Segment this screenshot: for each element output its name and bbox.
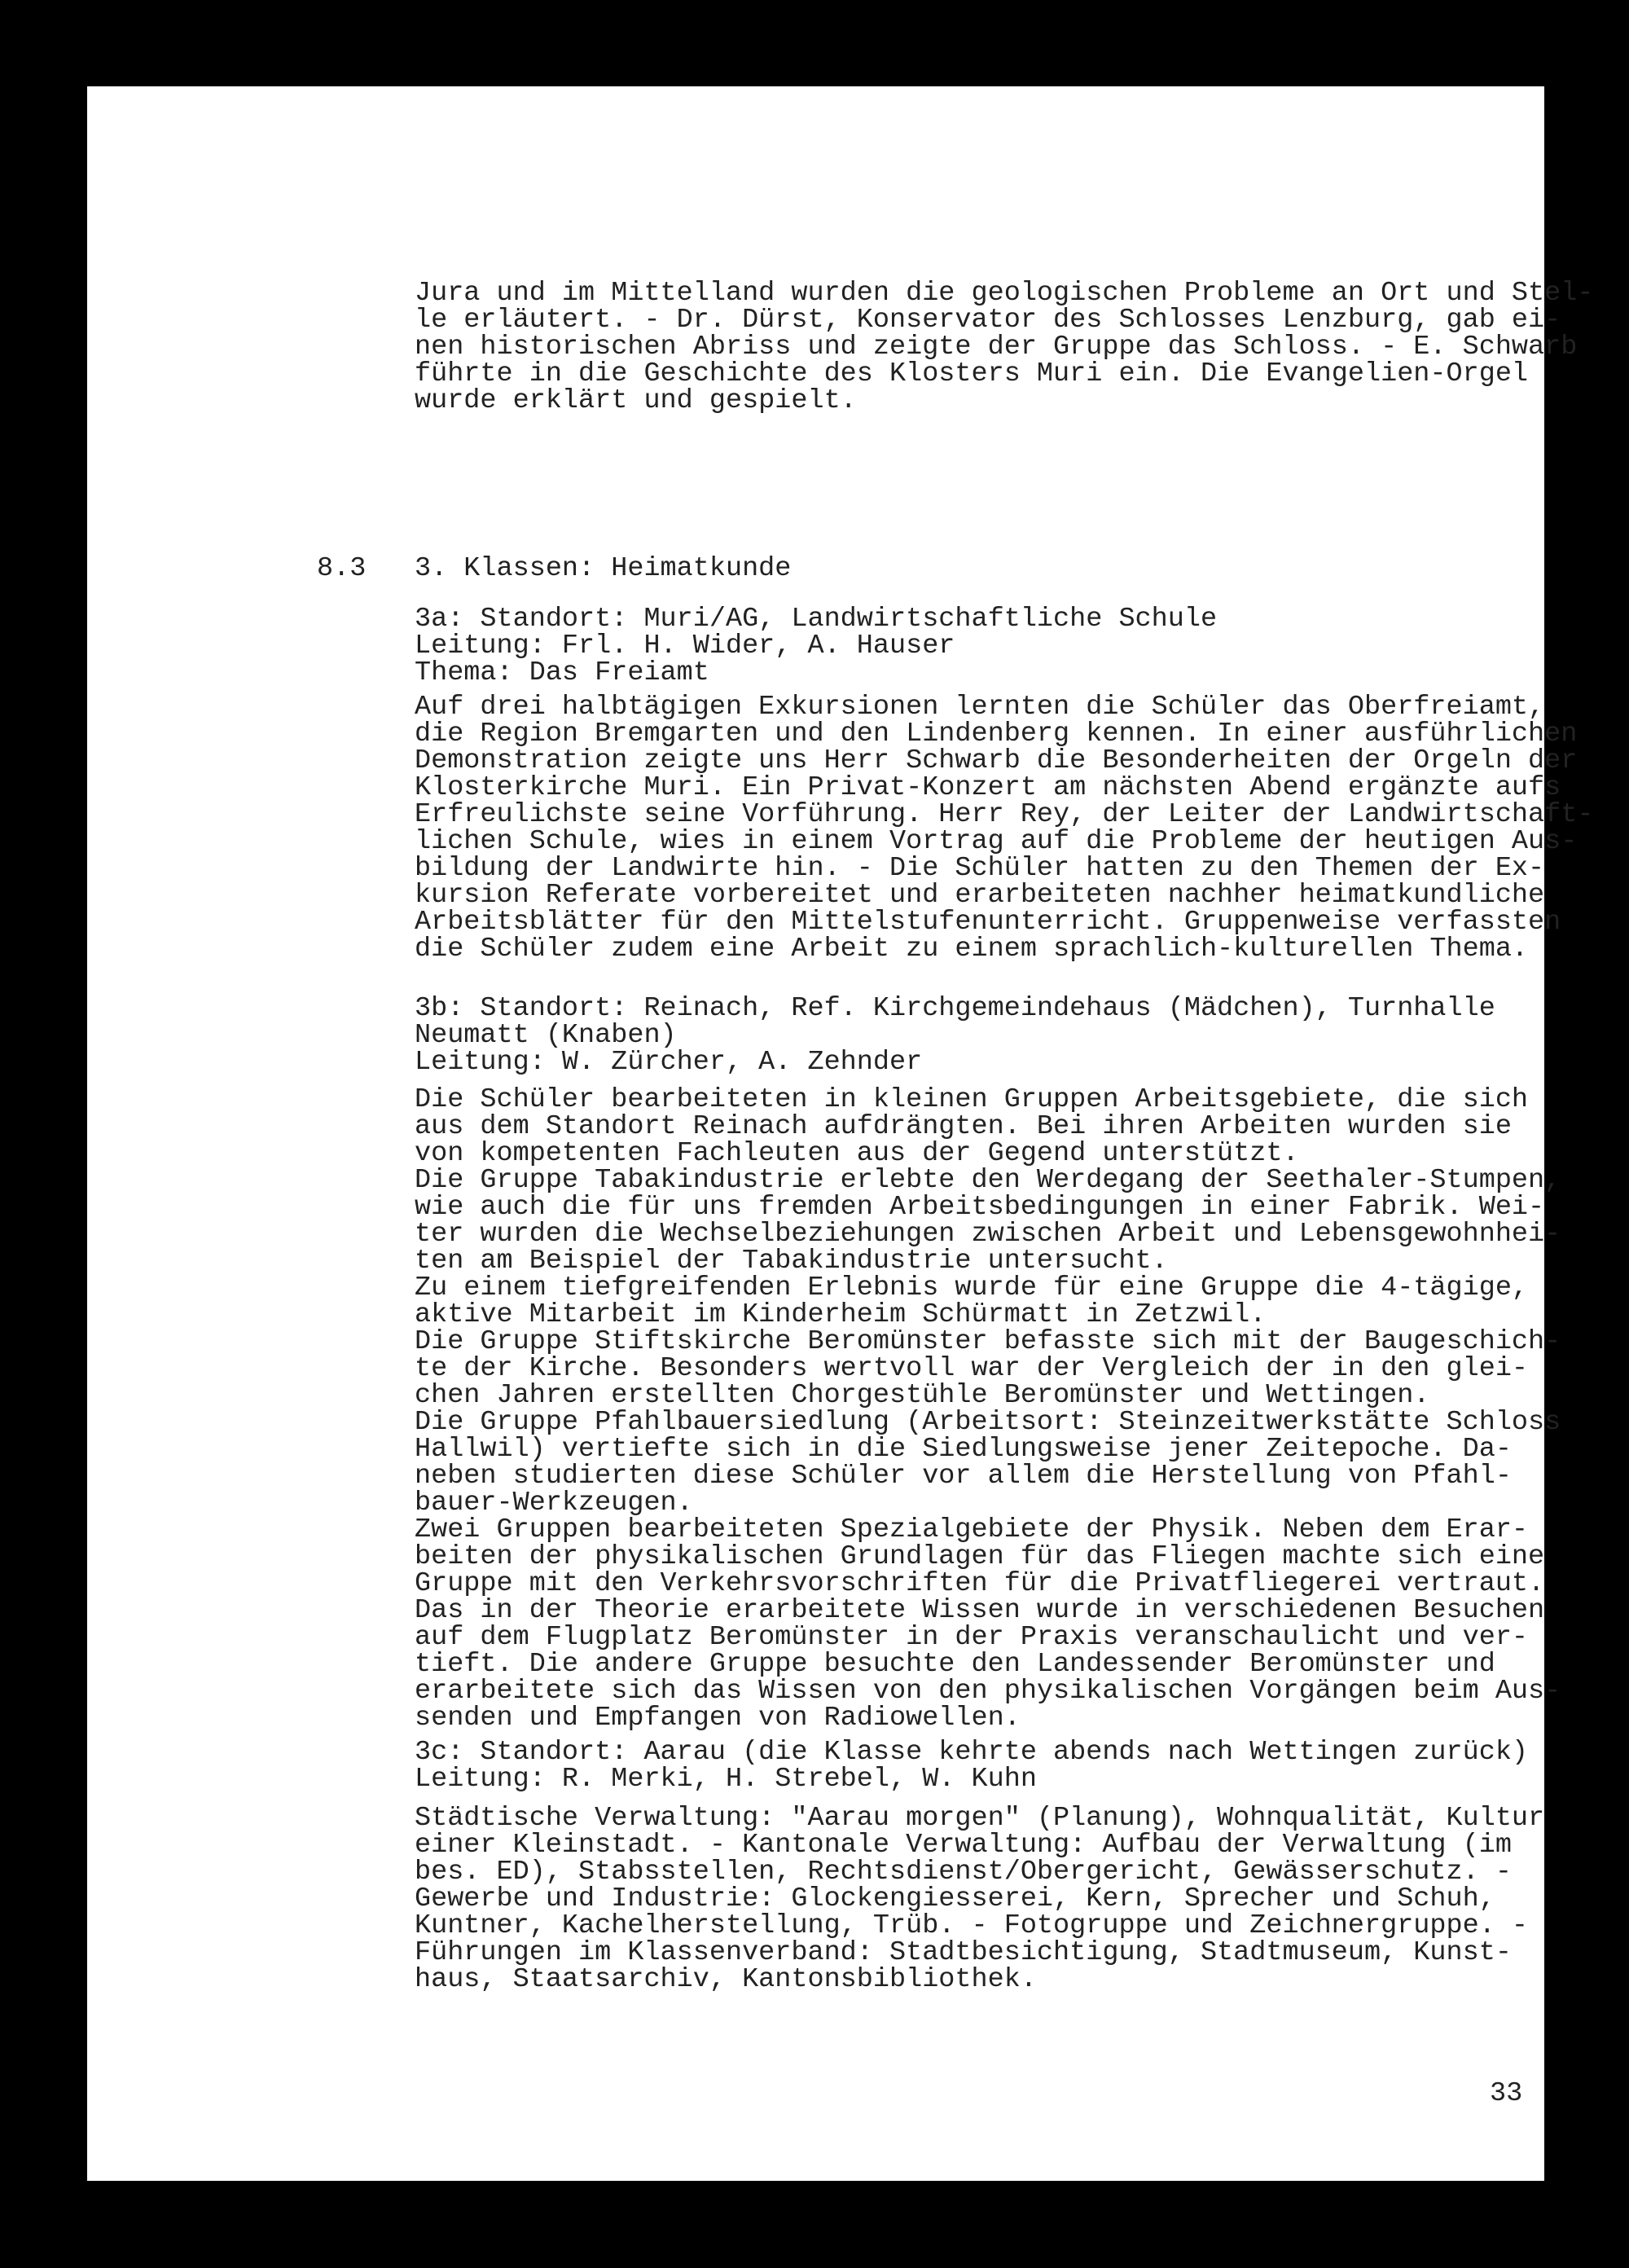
text-line: beiten der physikalischen Grundlagen für das Fliegen machte sich eine <box>415 1541 1545 1572</box>
class-3c-header <box>415 1739 1587 1793</box>
header-line: Leitung: R. Merki, H. Strebel, W. Kuhn <box>415 1764 1037 1795</box>
header-line: Leitung: Frl. H. Wider, A. Hauser <box>415 631 955 662</box>
text-line: Auf drei halbtägigen Exkursionen lernten die Schüler das Oberfreiamt, <box>415 692 1545 723</box>
text-line: Jura und im Mittelland wurden die geologischen Probleme an Ort und Stel- <box>415 278 1594 309</box>
text-line: te der Kirche. Besonders wertvoll war der Vergleich der in den glei- <box>415 1353 1529 1384</box>
document-page <box>87 86 1594 2181</box>
text-line: Kuntner, Kachelherstellung, Trüb. - Fotogruppe und Zeichnergruppe. - <box>415 1910 1529 1941</box>
section-title: 3. Klassen: Heimatkunde <box>415 553 792 584</box>
text-line: aus dem Standort Reinach aufdrängten. Bei ihren Arbeiten wurden sie <box>415 1111 1512 1142</box>
text-line: Demonstration zeigte uns Herr Schwarb die Besonderheiten der Orgeln der <box>415 745 1578 776</box>
text-line: Erfreulichste seine Vorführung. Herr Rey, der Leiter der Landwirtschaft- <box>415 799 1594 830</box>
class-3b-header <box>415 993 1587 1078</box>
text-line: aktive Mitarbeit im Kinderheim Schürmatt in Zetzwil. <box>415 1299 1267 1330</box>
section-heading <box>415 553 1587 584</box>
header-line: Neumatt (Knaben) <box>415 1020 677 1051</box>
header-line: 3b: Standort: Reinach, Ref. Kirchgemeindehaus (Mädchen), Turnhalle <box>415 993 1495 1024</box>
intro-paragraph <box>415 278 1594 416</box>
text-line: Arbeitsblätter für den Mittelstufenunterricht. Gruppenweise verfassten <box>415 907 1561 938</box>
text-line: Die Gruppe Tabakindustrie erlebte den Werdegang der Seethaler-Stumpen, <box>415 1165 1561 1196</box>
class-3a-header <box>415 606 1587 687</box>
text-line: Gewerbe und Industrie: Glockengiesserei, Kern, Sprecher und Schuh, <box>415 1883 1495 1914</box>
text-line: Zwei Gruppen bearbeiteten Spezialgebiete der Physik. Neben dem Erar- <box>415 1514 1529 1545</box>
text-line: ter wurden die Wechselbeziehungen zwischen Arbeit und Lebensgewohnhei- <box>415 1219 1561 1250</box>
text-line: tieft. Die andere Gruppe besuchte den Landessender Beromünster und <box>415 1649 1495 1680</box>
text-line: Hallwil) vertiefte sich in die Siedlungsweise jener Zeitepoche. Da- <box>415 1434 1512 1465</box>
text-line: auf dem Flugplatz Beromünster in der Praxis veranschaulicht und ver- <box>415 1622 1529 1653</box>
text-line: wie auch die für uns fremden Arbeitsbedingungen in einer Fabrik. Wei- <box>415 1192 1545 1223</box>
page-number: 33 <box>1490 2078 1523 2109</box>
text-line: lichen Schule, wies in einem Vortrag auf die Probleme der heutigen Aus- <box>415 826 1578 857</box>
text-line: Gruppe mit den Verkehrsvorschriften für die Privatfliegerei vertraut. <box>415 1568 1545 1599</box>
text-line: chen Jahren erstellten Chorgestühle Beromünster und Wettingen. <box>415 1380 1430 1411</box>
class-3c-body <box>415 1805 1587 1993</box>
text-line: einer Kleinstadt. - Kantonale Verwaltung: Aufbau der Verwaltung (im <box>415 1830 1512 1861</box>
text-line: ten am Beispiel der Tabakindustrie untersucht. <box>415 1246 1168 1277</box>
text-line: erarbeitete sich das Wissen von den physikalischen Vorgängen beim Aus- <box>415 1676 1561 1707</box>
text-line: nen historischen Abriss und zeigte der Gruppe das Schloss. - E. Schwarb <box>415 332 1578 363</box>
text-line: von kompetenten Fachleuten aus der Gegend unterstützt. <box>415 1138 1299 1169</box>
class-3b-body <box>415 1084 1587 1734</box>
header-line: Leitung: W. Zürcher, A. Zehnder <box>415 1047 923 1078</box>
text-line: Die Schüler bearbeiteten in kleinen Gruppen Arbeitsgebiete, die sich <box>415 1084 1529 1115</box>
text-line: wurde erklärt und gespielt. <box>415 385 857 416</box>
text-line: Die Gruppe Pfahlbauersiedlung (Arbeitsort: Steinzeitwerkstätte Schloss <box>415 1407 1561 1438</box>
text-line: kursion Referate vorbereitet und erarbeiteten nachher heimatkundliche <box>415 880 1545 911</box>
text-line: haus, Staatsarchiv, Kantonsbibliothek. <box>415 1964 1037 1995</box>
text-line: neben studierten diese Schüler vor allem die Herstellung von Pfahl- <box>415 1461 1512 1492</box>
text-line: bildung der Landwirte hin. - Die Schüler hatten zu den Themen der Ex- <box>415 853 1545 884</box>
text-line: die Schüler zudem eine Arbeit zu einem sprachlich-kulturellen Thema. <box>415 934 1529 965</box>
text-line: Führungen im Klassenverband: Stadtbesichtigung, Stadtmuseum, Kunst- <box>415 1937 1512 1968</box>
text-line: bauer-Werkzeugen. <box>415 1488 693 1519</box>
text-line: die Region Bremgarten und den Lindenberg kennen. In einer ausführlichen <box>415 719 1578 749</box>
header-line: Thema: Das Freiamt <box>415 657 709 688</box>
text-line: Klosterkirche Muri. Ein Privat-Konzert am nächsten Abend ergänzte aufs <box>415 772 1561 803</box>
text-line: Die Gruppe Stiftskirche Beromünster befasste sich mit der Baugeschich- <box>415 1326 1561 1357</box>
text-line: bes. ED), Stabsstellen, Rechtsdienst/Obergericht, Gewässerschutz. - <box>415 1857 1512 1888</box>
header-line: 3a: Standort: Muri/AG, Landwirtschaftliche Schule <box>415 604 1218 635</box>
section-number: 8.3 <box>317 553 367 584</box>
text-line: Städtische Verwaltung: "Aarau morgen" (Planung), Wohnqualität, Kultur <box>415 1803 1545 1834</box>
header-line: 3c: Standort: Aarau (die Klasse kehrte abends nach Wettingen zurück) <box>415 1737 1529 1768</box>
text-line: Das in der Theorie erarbeitete Wissen wurde in verschiedenen Besuchen <box>415 1595 1545 1626</box>
class-3a-body <box>415 692 1594 965</box>
text-line: senden und Empfangen von Radiowellen. <box>415 1703 1021 1734</box>
text-line: le erläutert. - Dr. Dürst, Konservator des Schlosses Lenzburg, gab ei- <box>415 305 1561 336</box>
text-line: Zu einem tiefgreifenden Erlebnis wurde für eine Gruppe die 4-tägige, <box>415 1272 1529 1303</box>
text-line: führte in die Geschichte des Klosters Muri ein. Die Evangelien-Orgel <box>415 358 1529 389</box>
